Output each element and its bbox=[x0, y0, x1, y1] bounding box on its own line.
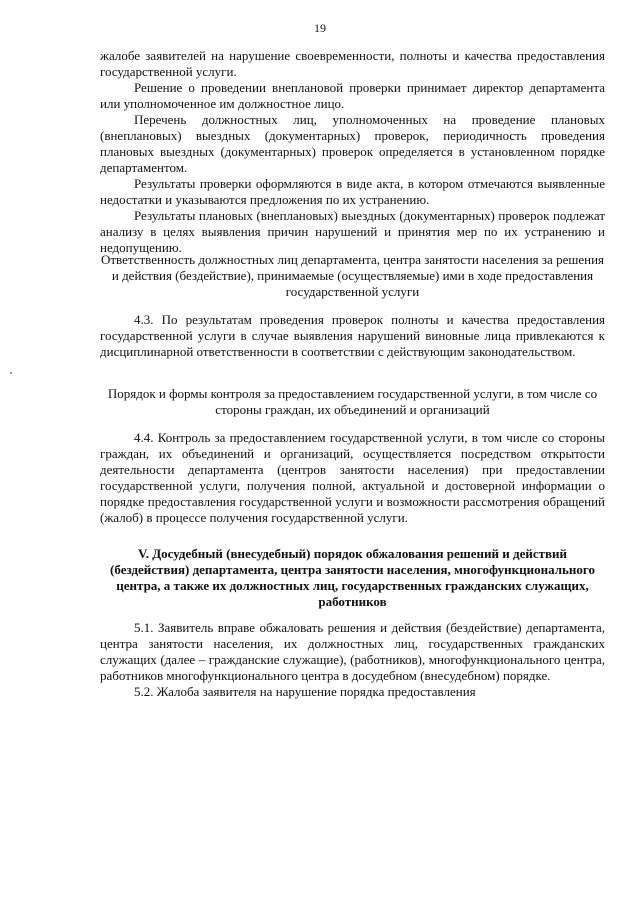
subheading-block bbox=[100, 386, 605, 418]
paragraph-5-1: 5.1. Заявитель вправе обжаловать решения и действия (бездействие) департамента, центра занятости населения, их должностных лиц, государственных гражданских служащих (далее – гражданские служащие), (работников), многофункционального центра, работников многофункционального центра в досудебном (внесудебном) порядке. bbox=[100, 620, 605, 683]
paragraph-block bbox=[100, 620, 605, 700]
paragraph-block bbox=[100, 48, 605, 256]
paragraph-4-3: 4.3. По результатам проведения проверок полноты и качества предоставления государственной услуги в случае выявления нарушений виновные лица привлекаются к дисциплинарной ответственности в соответствии с действующим законодательством. bbox=[100, 312, 605, 359]
paragraph: жалобе заявителей на нарушение своевременности, полноты и качества предоставления государственной услуги. bbox=[100, 48, 605, 79]
section-heading-block bbox=[100, 546, 605, 610]
subheading-responsibility: Ответственность должностных лиц департамента, центра занятости населения за решения и действия (бездействие), принимаемые (осуществляемые) ими в ходе предоставления государственной услуги bbox=[100, 252, 605, 299]
paragraph-block bbox=[100, 312, 605, 360]
paragraph: Перечень должностных лиц, уполномоченных на проведение плановых (внеплановых) выездных (документарных) проверок, периодичность проведения плановых выездных (документарных) проверок определяется в установленном порядке департаментом. bbox=[100, 112, 605, 175]
page-number: 19 bbox=[314, 21, 326, 35]
subheading-block bbox=[100, 252, 605, 300]
scan-speck bbox=[10, 372, 12, 374]
paragraph: Результаты плановых (внеплановых) выездных (документарных) проверок подлежат анализу в целях выявления причин нарушений и принятия мер по их устранению и недопущению. bbox=[100, 208, 605, 255]
paragraph-block bbox=[100, 430, 605, 526]
section-heading: V. Досудебный (внесудебный) порядок обжалования решений и действий (бездействия) департамента, центра занятости населения, многофункционального центра, а также их должностных лиц, государственных гражданских служащих, работников bbox=[110, 546, 595, 609]
paragraph-4-4: 4.4. Контроль за предоставлением государственной услуги, в том числе со стороны граждан, их объединений и организаций, осуществляется посредством открытости деятельности департамента (центров занятости населения) при предоставлении государственной услуги, получения полной, актуальной и достоверной информации о порядке предоставления государственной услуги и возможности рассмотрения обращений (жалоб) в процессе получения государственной услуги. bbox=[100, 430, 605, 525]
paragraph-5-2: 5.2. Жалоба заявителя на нарушение порядка предоставления bbox=[134, 684, 476, 699]
paragraph: Результаты проверки оформляются в виде акта, в котором отмечаются выявленные недостатки и указываются предложения по их устранению. bbox=[100, 176, 605, 207]
paragraph: Решение о проведении внеплановой проверки принимает директор департамента или уполномоченное им должностное лицо. bbox=[100, 80, 605, 111]
subheading-control: Порядок и формы контроля за предоставлением государственной услуги, в том числе со стороны граждан, их объединений и организаций bbox=[107, 386, 598, 417]
